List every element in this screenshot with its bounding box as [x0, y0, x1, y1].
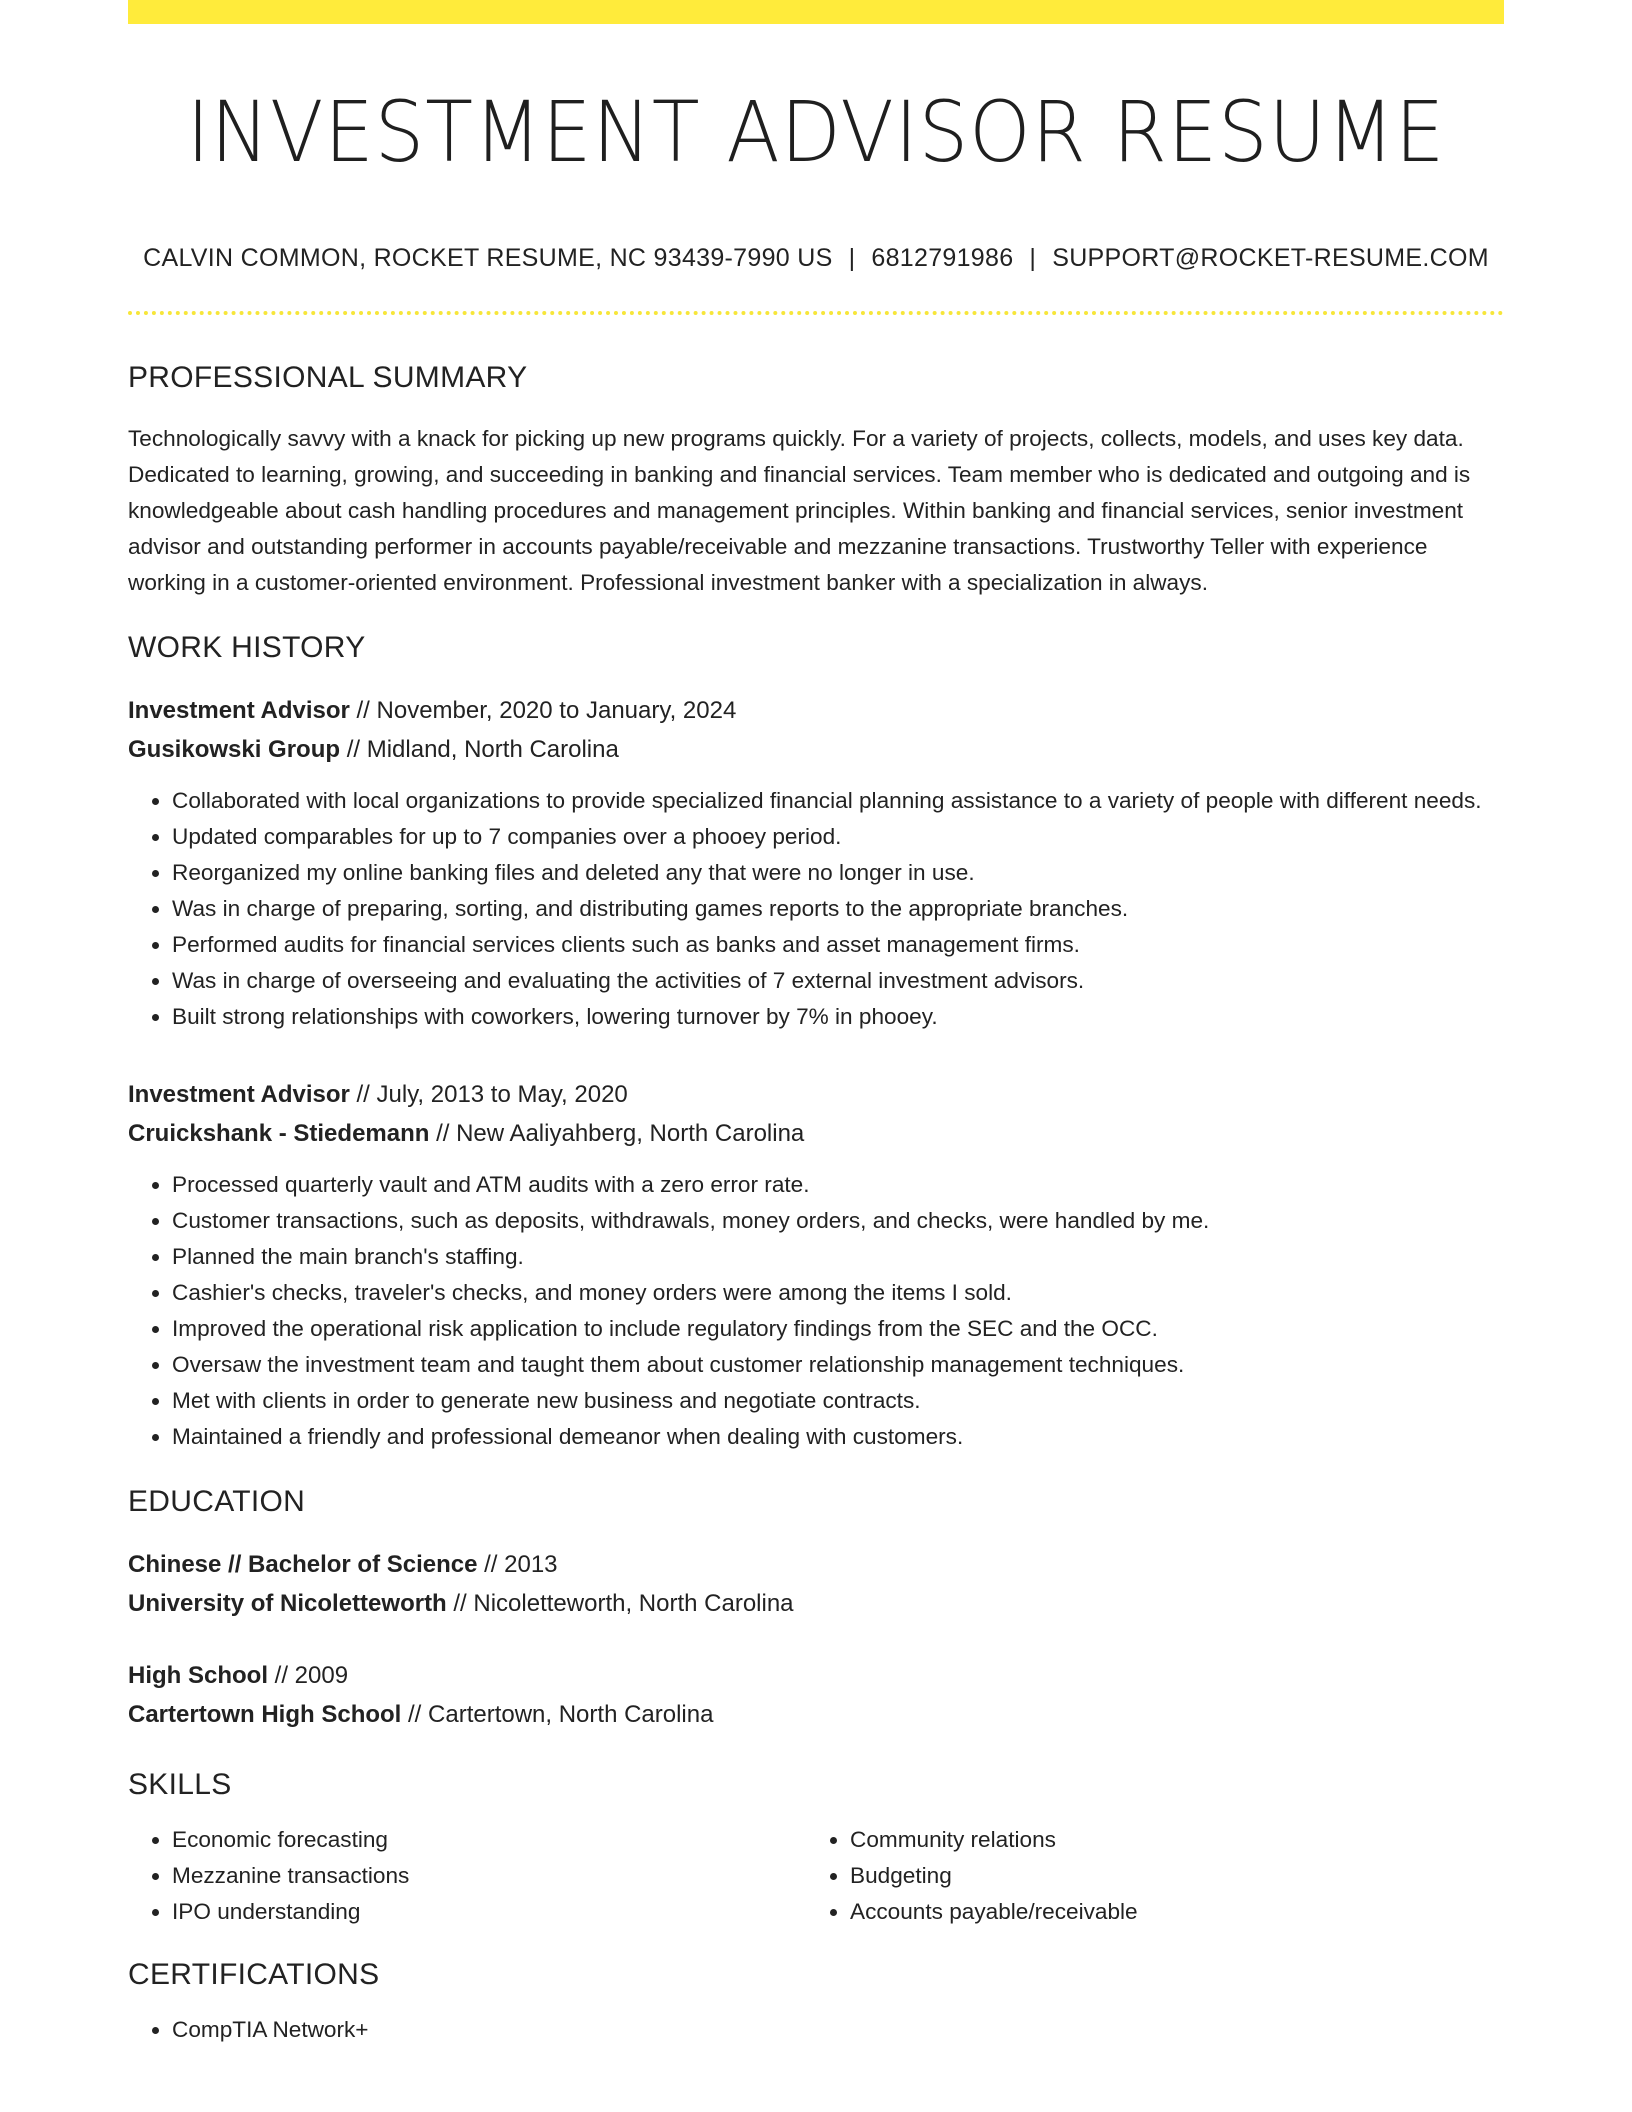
- education-school: University of Nicoletteworth: [128, 1590, 447, 1618]
- skill-item: • Mezzanine transactions: [172, 1858, 806, 1894]
- contact-address: CALVIN COMMON, ROCKET RESUME, NC 93439-7990 US: [143, 244, 833, 273]
- job-location: // Midland, North Carolina: [340, 736, 619, 764]
- list-item: • Was in charge of overseeing and evaluating the activities of 7 external investment advisors.: [172, 963, 1504, 999]
- list-item: • Improved the operational risk application to include regulatory findings from the SEC and the OCC.: [172, 1311, 1504, 1347]
- education-location: // Nicoletteworth, North Carolina: [446, 1590, 794, 1618]
- certifications-heading: CERTIFICATIONS: [128, 1958, 380, 1992]
- job-bullets: [128, 783, 1504, 1035]
- skill-item: • Community relations: [850, 1822, 1484, 1858]
- education-year: // 2009: [268, 1662, 349, 1690]
- contact-separator: |: [1029, 244, 1037, 273]
- job-dates: // November, 2020 to January, 2024: [349, 697, 737, 725]
- list-item: • Cashier's checks, traveler's checks, and money orders were among the items I sold.: [172, 1275, 1504, 1311]
- job-title: Investment Advisor: [128, 1081, 350, 1109]
- education-year: // 2013: [477, 1551, 558, 1579]
- skills-heading: SKILLS: [128, 1768, 232, 1802]
- job-title-line: [128, 691, 1504, 730]
- list-item: • Customer transactions, such as deposits, withdrawals, money orders, and checks, were handled by me.: [172, 1203, 1504, 1239]
- job-location: // New Aaliyahberg, North Carolina: [429, 1120, 805, 1148]
- education-school-line: [128, 1695, 1504, 1734]
- job-title-line: [128, 1075, 1504, 1114]
- list-item: • Updated comparables for up to 7 companies over a phooey period.: [172, 819, 1504, 855]
- job-company: Gusikowski Group: [128, 736, 341, 764]
- skill-item: • Economic forecasting: [172, 1822, 806, 1858]
- job-title: Investment Advisor: [128, 697, 350, 725]
- education-degree: Chinese // Bachelor of Science: [128, 1551, 478, 1579]
- accent-top-bar: [128, 0, 1504, 24]
- skill-item: • Accounts payable/receivable: [850, 1894, 1484, 1930]
- education-degree-line: [128, 1545, 1504, 1584]
- education-degree-line: [128, 1656, 1504, 1695]
- job-entry: [128, 1075, 1504, 1455]
- list-item: • Was in charge of preparing, sorting, and distributing games reports to the appropriate branches.: [172, 891, 1504, 927]
- contact-email: SUPPORT@ROCKET-RESUME.COM: [1052, 244, 1489, 273]
- skill-item: • Budgeting: [850, 1858, 1484, 1894]
- education-entry: [128, 1656, 1504, 1734]
- work-history-heading: WORK HISTORY: [128, 631, 366, 665]
- education-degree: High School: [128, 1662, 268, 1690]
- resume-title: INVESTMENT ADVISOR RESUME: [186, 83, 1446, 181]
- list-item: • Met with clients in order to generate new business and negotiate contracts.: [172, 1383, 1504, 1419]
- list-item: • Reorganized my online banking files and deleted any that were no longer in use.: [172, 855, 1504, 891]
- contact-phone: 6812791986: [871, 244, 1014, 273]
- job-company-line: [128, 1114, 1504, 1153]
- contact-separator: |: [848, 244, 856, 273]
- list-item: • Performed audits for financial services clients such as banks and asset management firms.: [172, 927, 1504, 963]
- resume-page: [128, 0, 1504, 2048]
- education-entry: [128, 1545, 1504, 1623]
- list-item: • Built strong relationships with coworkers, lowering turnover by 7% in phooey.: [172, 999, 1504, 1035]
- skills-column-left: [128, 1822, 806, 1930]
- dotted-divider: [128, 311, 1504, 315]
- job-company: Cruickshank - Stiedemann: [128, 1120, 430, 1148]
- skill-item: • IPO understanding: [172, 1894, 806, 1930]
- job-entry: [128, 691, 1504, 1035]
- list-item: • Planned the main branch's staffing.: [172, 1239, 1504, 1275]
- list-item: • Maintained a friendly and professional demeanor when dealing with customers.: [172, 1419, 1504, 1455]
- summary-text: Technologically savvy with a knack for picking up new programs quickly. For a variety of projects, collects, models, and uses key data. Dedicated to learning, growing, and succeeding in banking and financial services. Team member who is dedicated and outgoing and is knowledgeable about cash handling procedures and management principles. Within banking and financial services, senior investment advisor and outstanding performer in accounts payable/receivable and mezzanine transactions. Trustworthy Teller with experience working in a customer-oriented environment. Professional investment banker with a specialization in always.: [128, 426, 1471, 596]
- education-school: Cartertown High School: [128, 1701, 402, 1729]
- summary-heading: PROFESSIONAL SUMMARY: [128, 361, 528, 395]
- education-location: // Cartertown, North Carolina: [401, 1701, 714, 1729]
- list-item: • Processed quarterly vault and ATM audits with a zero error rate.: [172, 1167, 1504, 1203]
- certifications-list: [128, 2012, 1504, 2048]
- job-company-line: [128, 730, 1504, 769]
- list-item: • Collaborated with local organizations to provide specialized financial planning assistance to a variety of people with different needs.: [172, 783, 1504, 819]
- education-heading: EDUCATION: [128, 1485, 306, 1519]
- list-item: • Oversaw the investment team and taught them about customer relationship management techniques.: [172, 1347, 1504, 1383]
- job-bullets: [128, 1167, 1504, 1455]
- skills-grid: [128, 1822, 1504, 1930]
- education-school-line: [128, 1584, 1504, 1623]
- job-dates: // July, 2013 to May, 2020: [349, 1081, 628, 1109]
- skills-column-right: [806, 1822, 1484, 1930]
- certification-item: • CompTIA Network+: [172, 2012, 1504, 2048]
- contact-line: [128, 244, 1504, 273]
